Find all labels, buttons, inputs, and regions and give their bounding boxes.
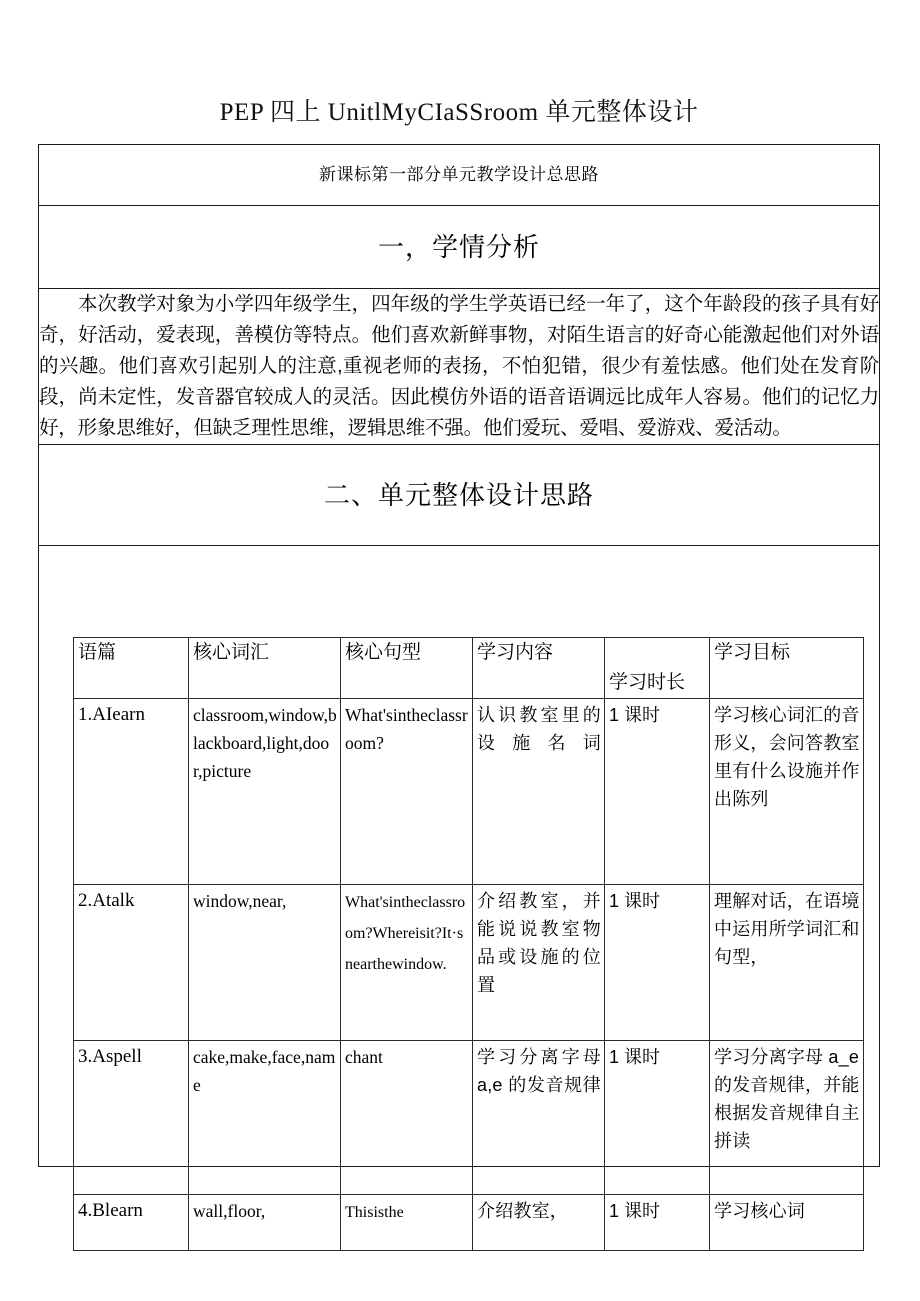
cell-sentence: What'sintheclassroom? [341,699,473,885]
cell-lesson: 1.AIearn [74,699,189,885]
cell-vocabulary: cake,make,face,name [189,1041,341,1195]
column-header-learning-duration: 学习时长 [605,638,710,699]
table-row [74,885,864,1041]
section-two-heading: 二、单元整体设计思路 [39,445,880,546]
cell-duration: 1 课时 [605,699,710,885]
column-header-learning-content: 学习内容 [473,638,605,699]
cell-duration: 1 课时 [605,1195,710,1251]
column-header-core-vocabulary: 核心词汇 [189,638,341,699]
cell-vocabulary: wall,floor, [189,1195,341,1251]
unit-plan-table [73,637,864,1251]
cell-duration: 1 课时 [605,885,710,1041]
cell-content: 介绍教室，并能说说教室物品或设施的位置 [473,885,605,1041]
student-analysis-paragraph: 本次教学对象为小学四年级学生，四年级的学生学英语已经一年了，这个年龄段的孩子具有好奇，好活动，爱表现，善模仿等特点。他们喜欢新鲜事物，对陌生语言的好奇心能激起他们对外语的兴趣。他们喜欢引起别人的注意,重视老师的表扬，不怕犯错，很少有羞怯感。他们处在发育阶段，尚未定性，发音器官较成人的灵活。因此模仿外语的语音语调远比成年人容易。他们的记忆力好，形象思维好，但缺乏理性思维，逻辑思维不强。他们爱玩、爱唱、爱游戏、爱活动。 [39,293,879,439]
cell-vocabulary: window,near, [189,885,341,1041]
column-header-core-sentence: 核心句型 [341,638,473,699]
cell-objective: 学习核心词汇的音形义，会问答教室里有什么设施并作出陈列 [710,699,864,885]
table-row [74,1041,864,1195]
document-subtitle: 新课标第一部分单元教学设计总思路 [39,145,880,206]
section-one-body-cell [39,289,880,445]
section-one-heading: 一，学情分析 [39,206,880,289]
cell-objective: 理解对话，在语境中运用所学词汇和句型， [710,885,864,1041]
page-title: PEP 四上 UnitlMyCIaSSroom 单元整体设计 [219,99,699,126]
column-header-learning-objective: 学习目标 [710,638,864,699]
cell-objective: 学习分离字母 a_e 的发音规律，并能根据发音规律自主拼读 [710,1041,864,1195]
section-one-heading-row [39,206,880,289]
cell-lesson: 2.Atalk [74,885,189,1041]
cell-sentence: Thisisthe [341,1195,473,1251]
section-one-body-row [39,289,880,445]
subtitle-row [39,145,880,206]
table-header-row [74,638,864,699]
cell-content: 学习分离字母 a,e 的发音规律 [473,1041,605,1195]
cell-lesson: 3.Aspell [74,1041,189,1195]
section-two-heading-row [39,445,880,546]
table-row [74,699,864,885]
cell-objective: 学习核心词 [710,1195,864,1251]
cell-vocabulary: classroom,window,blackboard,light,door,picture [189,699,341,885]
cell-lesson: 4.Blearn [74,1195,189,1251]
cell-sentence: chant [341,1041,473,1195]
column-header-text-type: 语篇 [74,638,189,699]
cell-content: 认识教室里的设施名词 [473,699,605,885]
cell-duration: 1 课时 [605,1041,710,1195]
table-row [74,1195,864,1251]
cell-sentence: What'sintheclassroom?Whereisit?It·snearthewindow. [341,885,473,1041]
cell-content: 介绍教室， [473,1195,605,1251]
